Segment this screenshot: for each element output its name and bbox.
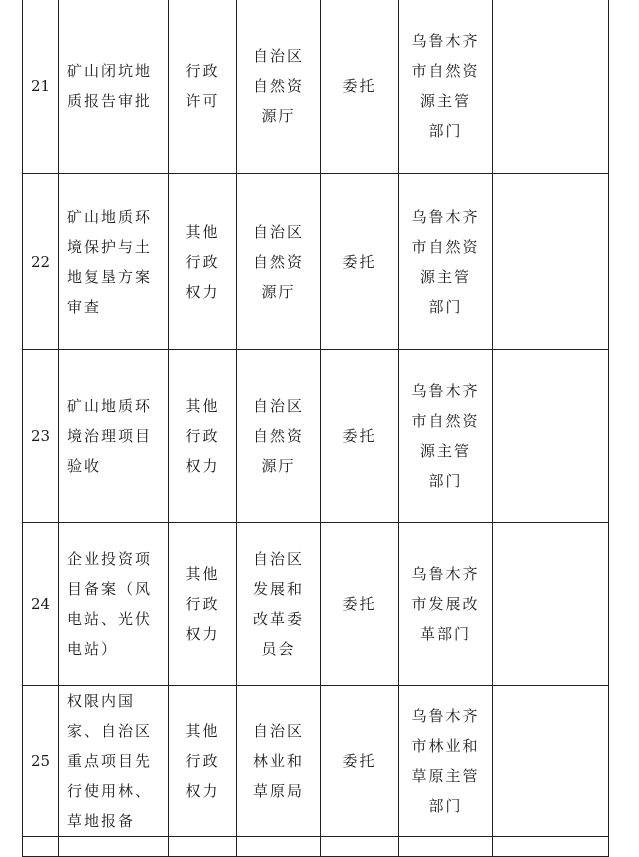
receiving-department: 乌鲁木齐 市自然资 源主管 部门 — [399, 350, 493, 523]
implementing-department: 自治区 发展和 改革委 员会 — [237, 523, 321, 686]
implementing-department: 自治区 自然资 源厅 — [237, 350, 321, 523]
remarks — [493, 523, 609, 686]
item-type: 行政 许可 — [169, 0, 237, 174]
row-number: 25 — [23, 686, 59, 837]
table-row-partial — [23, 837, 609, 857]
implementing-department: 自治区 自然资 源厅 — [237, 174, 321, 350]
row-number: 22 — [23, 174, 59, 350]
item-type: 其他 行政 权力 — [169, 174, 237, 350]
item-type: 其他 行政 权力 — [169, 523, 237, 686]
item-name: 矿山地质环 境治理项目 验收 — [59, 350, 169, 523]
remarks — [493, 350, 609, 523]
item-name: 权限内国 家、自治区 重点项目先 行使用林、 草地报备 — [59, 686, 169, 837]
authority-table — [22, 0, 609, 857]
table-row — [23, 350, 609, 523]
table-row — [23, 523, 609, 686]
remarks — [493, 0, 609, 174]
remarks — [493, 174, 609, 350]
receiving-department: 乌鲁木齐 市发展改 革部门 — [399, 523, 493, 686]
item-type: 其他 行政 权力 — [169, 350, 237, 523]
row-number: 21 — [23, 0, 59, 174]
item-name: 矿山地质环 境保护与土 地复垦方案 审查 — [59, 174, 169, 350]
delegation-mode: 委托 — [321, 174, 399, 350]
receiving-department: 乌鲁木齐 市自然资 源主管 部门 — [399, 0, 493, 174]
table-row — [23, 0, 609, 174]
receiving-department: 乌鲁木齐 市林业和 草原主管 部门 — [399, 686, 493, 837]
delegation-mode: 委托 — [321, 686, 399, 837]
delegation-mode: 委托 — [321, 523, 399, 686]
delegation-mode: 委托 — [321, 0, 399, 174]
receiving-department: 乌鲁木齐 市自然资 源主管 部门 — [399, 174, 493, 350]
table-row — [23, 686, 609, 837]
delegation-mode: 委托 — [321, 350, 399, 523]
item-type: 其他 行政 权力 — [169, 686, 237, 837]
implementing-department: 自治区 自然资 源厅 — [237, 0, 321, 174]
row-number: 24 — [23, 523, 59, 686]
row-number: 23 — [23, 350, 59, 523]
remarks — [493, 686, 609, 837]
item-name: 矿山闭坑地 质报告审批 — [59, 0, 169, 174]
table-row — [23, 174, 609, 350]
implementing-department: 自治区 林业和 草原局 — [237, 686, 321, 837]
item-name: 企业投资项 目备案（风 电站、光伏 电站） — [59, 523, 169, 686]
